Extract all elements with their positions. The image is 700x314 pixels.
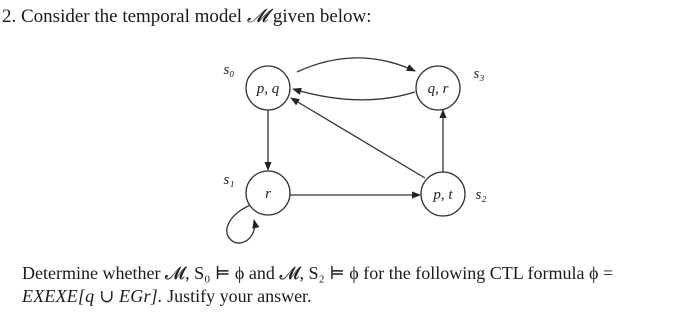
state-s2-props: p, t	[433, 187, 453, 203]
edge-s1-s1-loop	[227, 205, 255, 243]
question-text-before: Consider the temporal model	[21, 6, 243, 27]
question-number: 2.	[2, 6, 17, 27]
model-symbol: 𝓜	[246, 6, 269, 27]
state-s2-label: s₂	[475, 187, 487, 203]
footer-line-2	[22, 285, 613, 308]
ctl-formula: EXEXE[q ∪ EGr].	[22, 286, 163, 306]
footer-instruction: Justify your answer.	[167, 286, 312, 306]
footer-line-1: Determine whether 𝓜, S₀ ⊨ ϕ and 𝓜, S₂ ⊨ ϕ for the following CTL formula ϕ =	[22, 263, 614, 283]
edge-s2-s0	[291, 98, 425, 178]
state-s3-label: s₃	[473, 66, 485, 82]
question-footer	[22, 262, 613, 308]
state-s3-props: q, r	[427, 81, 449, 97]
edge-s0-s3	[297, 58, 415, 72]
edge-s3-s0	[293, 89, 415, 100]
state-s1-label: s₁	[223, 172, 235, 188]
question-text-after: given below:	[272, 6, 372, 27]
state-s1-props: r	[265, 186, 271, 202]
state-s0-label: s₀	[223, 62, 235, 78]
state-s0-props: p, q	[256, 81, 280, 97]
